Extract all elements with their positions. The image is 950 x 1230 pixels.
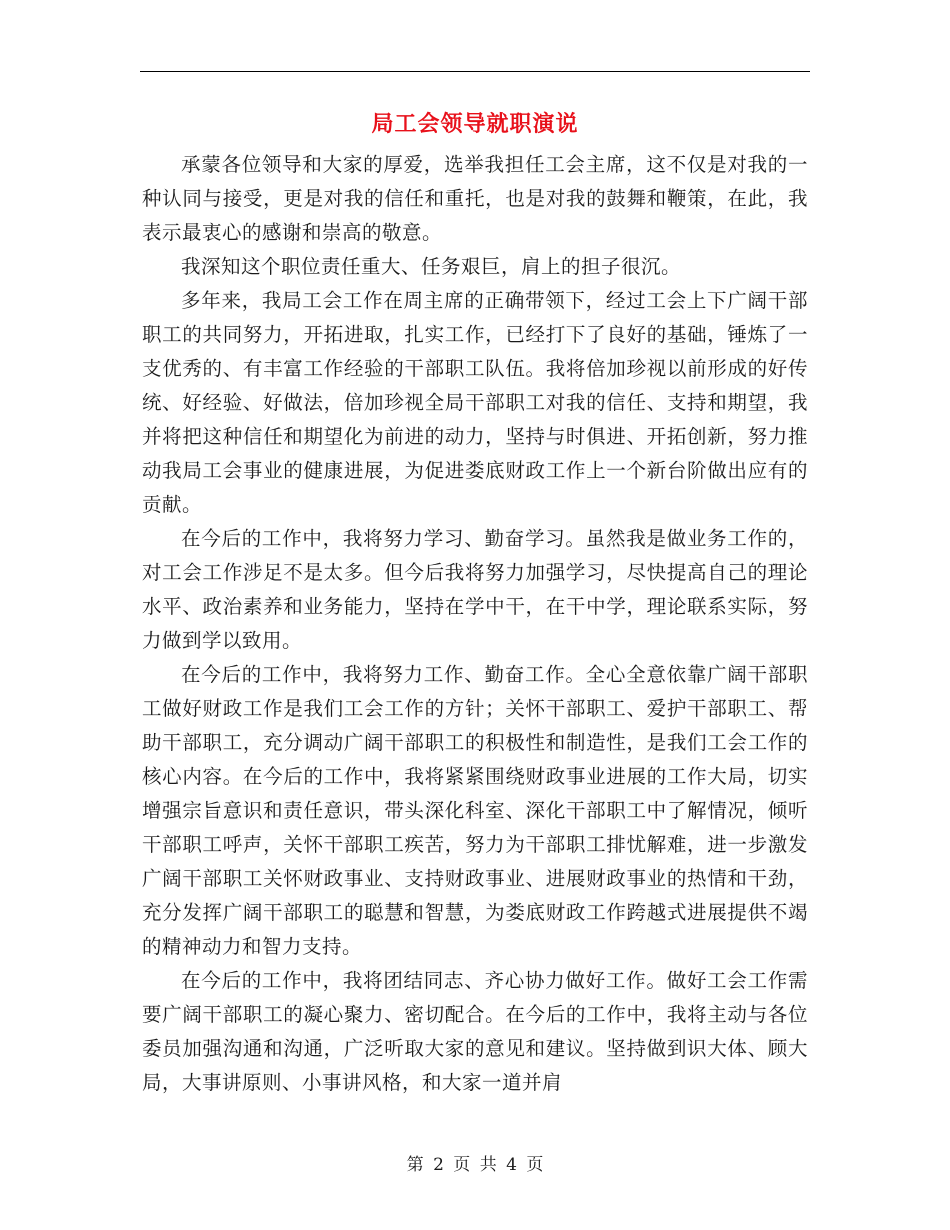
paragraph: 在今后的工作中，我将努力工作、勤奋工作。全心全意依靠广阔干部职工做好财政工作是我们工会工作的方针；关怀干部职工、爱护干部职工、帮助干部职工，充分调动广阔干部职工的积极性和制造性，是我们工会工作的核心内容。在今后的工作中，我将紧紧围绕财政事业进展的工作大局，切实增强宗旨意识和责任意识，带头深化科室、深化干部职工中了解情况，倾听干部职工呼声，关怀干部职工疾苦，努力为干部职工排忧解难，进一步激发广阔干部职工关怀财政事业、支持财政事业、进展财政事业的热情和干劲，充分发挥广阔干部职工的聪慧和智慧，为娄底财政工作跨越式进展提供不竭的精神动力和智力支持。	[142, 663, 808, 958]
paragraph: 在今后的工作中，我将团结同志、齐心协力做好工作。做好工会工作需要广阔干部职工的凝心聚力、密切配合。在今后的工作中，我将主动与各位委员加强沟通和沟通，广泛听取大家的意见和建议。坚持做到识大体、顾大局，大事讲原则、小事讲风格，和大家一道并肩	[142, 969, 808, 1094]
page-number-footer: 第 2 页 共 4 页	[406, 1155, 544, 1175]
paragraph: 我深知这个职位责任重大、任务艰巨，肩上的担子很沉。	[181, 255, 682, 278]
paragraph: 多年来，我局工会工作在周主席的正确带领下，经过工会上下广阔干部职工的共同努力，开拓进取，扎实工作，已经打下了良好的基础，锤炼了一支优秀的、有丰富工作经验的干部职工队伍。我将倍加珍视以前形成的好传统、好经验、好做法，倍加珍视全局干部职工对我的信任、支持和期望，我并将把这种信任和期望化为前进的动力，坚持与时俱进、开拓创新，努力推动我局工会事业的健康进展，为促进娄底财政工作上一个新台阶做出应有的贡献。	[142, 289, 808, 516]
paragraph: 在今后的工作中，我将努力学习、勤奋学习。虽然我是做业务工作的，对工会工作涉足不是太多。但今后我将努力加强学习，尽快提高自己的理论水平、政治素养和业务能力，坚持在学中干，在干中学，理论联系实际，努力做到学以致用。	[142, 527, 808, 652]
paragraph: 承蒙各位领导和大家的厚爱，选举我担任工会主席，这不仅是对我的一种认同与接受，更是对我的信任和重托，也是对我的鼓舞和鞭策，在此，我表示最衷心的感谢和崇高的敬意。	[142, 153, 808, 244]
header-rule	[140, 71, 810, 72]
document-body	[142, 148, 808, 1100]
document-title: 局工会领导就职演说	[371, 112, 579, 137]
